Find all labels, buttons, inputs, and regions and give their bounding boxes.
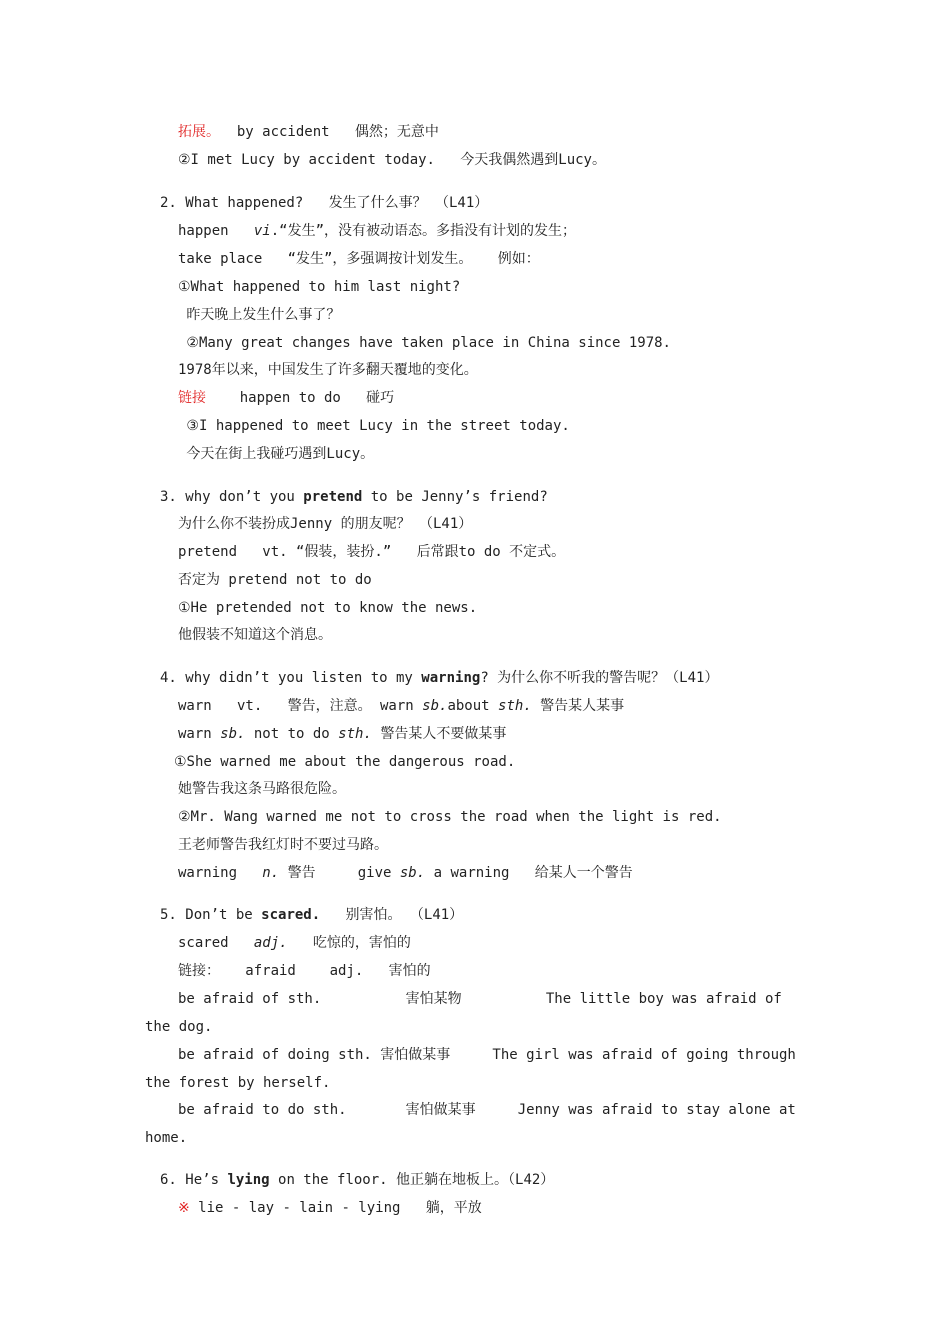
warn-definition: warn vt. 警告，注意。 warn sb.about sth. 警告某人某事 [178, 698, 625, 714]
pretend-definition: pretend vt. “假装，装扮.” 后常跟to do 不定式。 [178, 544, 566, 560]
example-sentence: ②Mr. Wang warned me not to cross the road when the light is red. [178, 809, 722, 825]
section-3-title: 3. why don’t you pretend to be Jenny’s friend? [160, 489, 548, 505]
happen-definition: happen vi.“发生”，没有被动语态。多指没有计划的发生； [178, 223, 577, 239]
example-sentence: ①He pretended not to know the news. [178, 600, 478, 616]
usage-line: be afraid to do sth. 害怕做某事 Jenny was afraid to stay alone at [178, 1102, 796, 1118]
lie-forms: ※ lie - lay - lain - lying 躺，平放 [178, 1200, 482, 1216]
warning-noun-definition: warning n. 警告 give sb. a warning 给某人一个警告 [178, 865, 633, 881]
usage-line-cont: the forest by herself. [145, 1075, 331, 1091]
example-sentence: ②I met Lucy by accident today. 今天我偶然遇到Lucy。 [178, 152, 606, 168]
section-5-title: 5. Don’t be scared. 别害怕。 （L41） [160, 907, 464, 923]
link-label: 链接 [178, 390, 206, 406]
usage-line-cont: home. [145, 1130, 188, 1146]
section-6-title: 6. He’s lying on the floor. 他正躺在地板上。（L42） [160, 1172, 555, 1188]
section-3-title-translation: 为什么你不装扮成Jenny 的朋友呢？ （L41） [178, 516, 473, 532]
usage-line: be afraid of sth. 害怕某物 The little boy was afraid of [178, 991, 782, 1007]
section-2-title: 2. What happened? 发生了什么事？ （L41） [160, 195, 489, 211]
extension-label: 拓展。 [178, 124, 220, 140]
example-translation: 他假装不知道这个消息。 [178, 627, 332, 643]
warn-definition-2: warn sb. not to do sth. 警告某人不要做某事 [178, 726, 507, 742]
section-4-title: 4. why didn’t you listen to my warning? 为什么你不听我的警告呢？（L41） [160, 670, 719, 686]
example-sentence: ①What happened to him last night? [178, 279, 461, 295]
negative-form: 否定为 pretend not to do [178, 572, 372, 588]
example-translation: 今天在街上我碰巧遇到Lucy。 [178, 446, 375, 462]
example-translation: 1978年以来，中国发生了许多翻天覆地的变化。 [178, 362, 478, 378]
example-sentence: ①She warned me about the dangerous road. [174, 754, 516, 770]
example-sentence: ③I happened to meet Lucy in the street today. [178, 418, 570, 434]
example-translation: 昨天晚上发生什么事了？ [178, 307, 341, 323]
extension-line: 拓展。 by accident 偶然；无意中 [178, 124, 439, 140]
afraid-link: 链接： afraid adj. 害怕的 [178, 963, 431, 979]
example-sentence: ②Many great changes have taken place in China since 1978. [178, 335, 671, 351]
scared-definition: scared adj. 吃惊的，害怕的 [178, 935, 411, 951]
reference-mark: ※ [178, 1200, 190, 1216]
usage-line-cont: the dog. [145, 1019, 213, 1035]
example-translation: 她警告我这条马路很危险。 [178, 781, 346, 797]
link-line: 链接 happen to do 碰巧 [178, 390, 395, 406]
usage-line: be afraid of doing sth. 害怕做某事 The girl was afraid of going through [178, 1047, 796, 1063]
take-place-definition: take place “发生”，多强调按计划发生。 例如： [178, 251, 540, 267]
example-translation: 王老师警告我红灯时不要过马路。 [178, 837, 388, 853]
